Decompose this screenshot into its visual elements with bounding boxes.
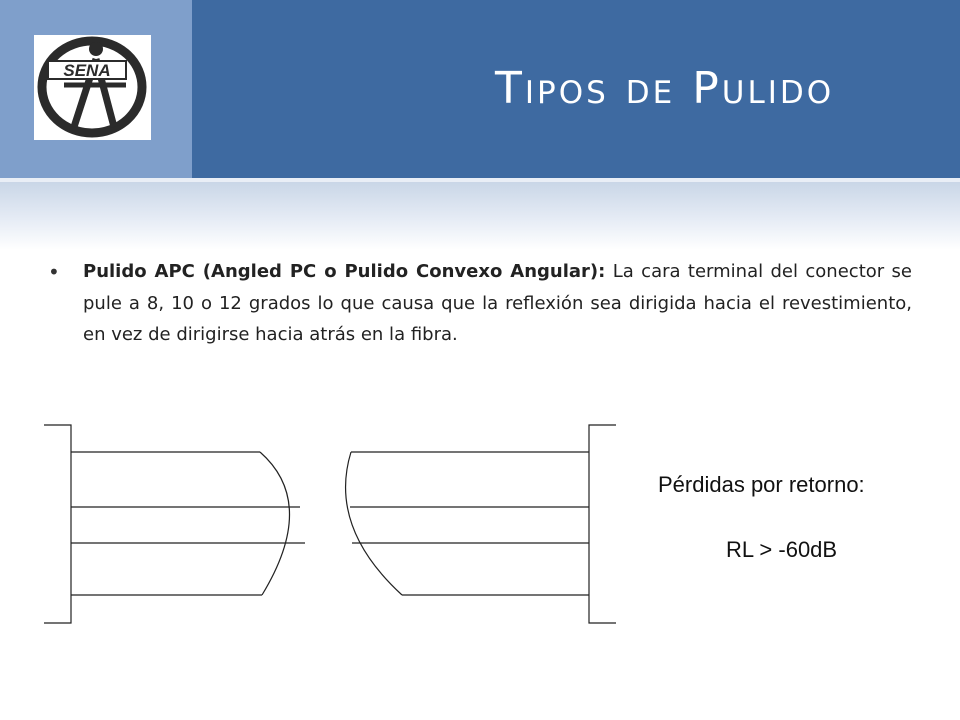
- apc-connector-diagram: [0, 415, 640, 630]
- svg-text:SENA: SENA: [63, 61, 111, 80]
- bullet-marker: •: [48, 260, 60, 284]
- sena-logo: [34, 35, 151, 140]
- return-loss-label: Pérdidas por retorno:: [658, 472, 865, 497]
- slide-title: Tipos de Pulido: [495, 63, 835, 114]
- gradient-band: [0, 182, 960, 250]
- return-loss-value: RL > -60dB: [726, 537, 838, 562]
- left-apc-end-face: [260, 452, 290, 595]
- header-left-panel: [0, 0, 192, 178]
- sena-logo-icon: [34, 35, 151, 140]
- bullet-paragraph: [83, 256, 912, 351]
- left-ferrule-flange: [44, 425, 71, 623]
- bullet-bold-heading: Pulido APC (Angled PC o Pulido Convexo Angular):: [83, 261, 606, 282]
- bullet-body-text: La cara terminal del conector se pule a 8, 10 o 12 grados lo que causa que la reflexión sea dirigida hacia el revestimiento, en vez de dirigirse hacia atrás en la fibra.: [83, 261, 913, 346]
- right-apc-end-face: [346, 452, 402, 595]
- header-bar: [0, 0, 960, 178]
- right-ferrule-flange: [589, 425, 616, 623]
